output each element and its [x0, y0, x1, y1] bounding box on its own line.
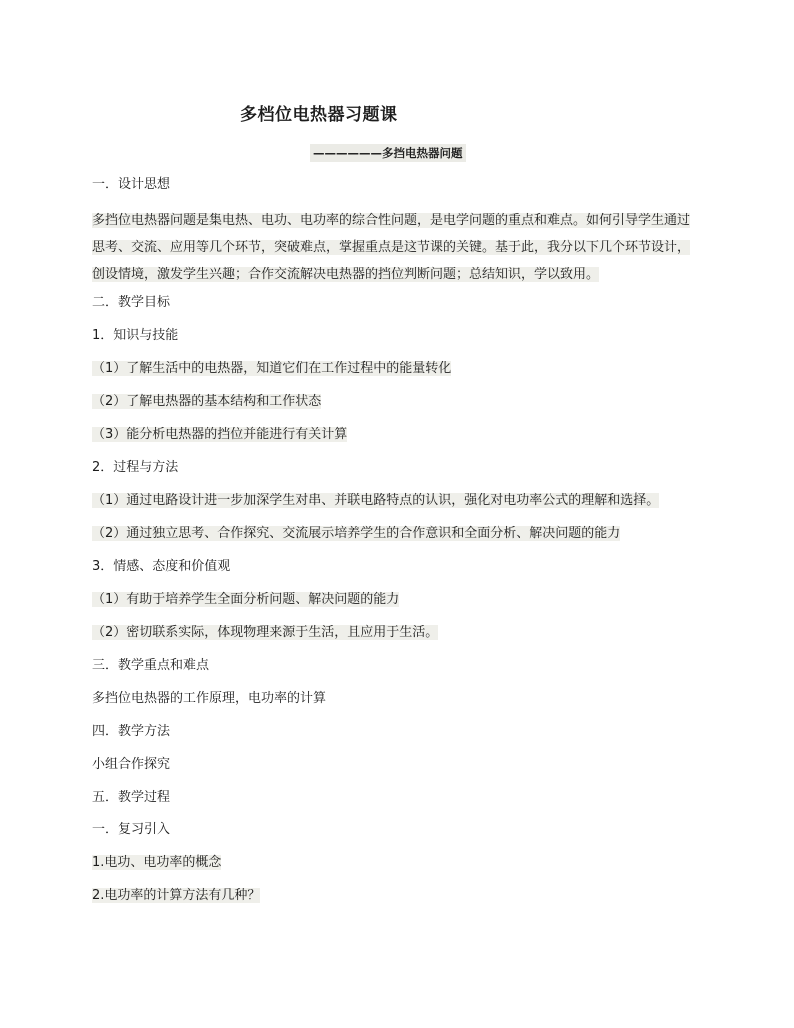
list-item [92, 425, 347, 445]
list-item-text: 2.电功率的计算方法有几种？ [92, 888, 261, 903]
part-heading-review: 一．复习引入 [92, 822, 171, 837]
list-item [92, 853, 221, 873]
list-item-text: （1）有助于培养学生全面分析问题、解决问题的能力 [92, 592, 400, 607]
section-heading-methods: 四．教学方法 [92, 724, 171, 739]
list-item-text: （2）密切联系实际，体现物理来源于生活，且应用于生活。 [92, 625, 439, 640]
design-paragraph-text: 多挡位电热器问题是集电热、电功、电功率的综合性问题，是电学问题的重点和难点。如何引导学生通过思考、交流、应用等几个环节，突破难点，掌握重点是这节课的关键。基于此，我分以下几个环节设计，创设情境，激发学生兴趣；合作交流解决电热器的挡位判断问题；总结知识，学以致用。 [92, 213, 691, 282]
design-paragraph [92, 207, 692, 288]
list-item [92, 359, 451, 379]
section-heading-goals: 二．教学目标 [92, 295, 171, 310]
section-heading-process: 五．教学过程 [92, 790, 171, 805]
subsection-heading-knowledge: 1．知识与技能 [92, 328, 179, 343]
methods-text: 小组合作探究 [92, 757, 171, 772]
list-item [92, 392, 321, 412]
subsection-heading-process: 2．过程与方法 [92, 460, 179, 475]
list-item [92, 491, 659, 511]
list-item-text: （2）了解电热器的基本结构和工作状态 [92, 394, 322, 409]
subsection-heading-attitude: 3．情感、态度和价值观 [92, 559, 231, 574]
list-item-text: 1.电功、电功率的概念 [92, 855, 222, 870]
section-heading-design: 一．设计思想 [92, 177, 171, 192]
list-item-text: （3）能分析电热器的挡位并能进行有关计算 [92, 427, 348, 442]
page-subtitle: ——————多挡电热器问题 [310, 144, 466, 162]
list-item [92, 886, 260, 906]
list-item [92, 623, 438, 643]
list-item-text: （1）了解生活中的电热器，知道它们在工作过程中的能量转化 [92, 361, 452, 376]
key-points-text: 多挡位电热器的工作原理，电功率的计算 [92, 691, 327, 706]
page-title: 多档位电热器习题课 [240, 105, 398, 125]
list-item [92, 590, 399, 610]
list-item [92, 524, 620, 544]
list-item-text: （1）通过电路设计进一步加深学生对串、并联电路特点的认识，强化对电功率公式的理解和选择。 [92, 493, 660, 508]
list-item-text: （2）通过独立思考、合作探究、交流展示培养学生的合作意识和全面分析、解决问题的能力 [92, 526, 621, 541]
section-heading-key-points: 三．教学重点和难点 [92, 658, 210, 673]
